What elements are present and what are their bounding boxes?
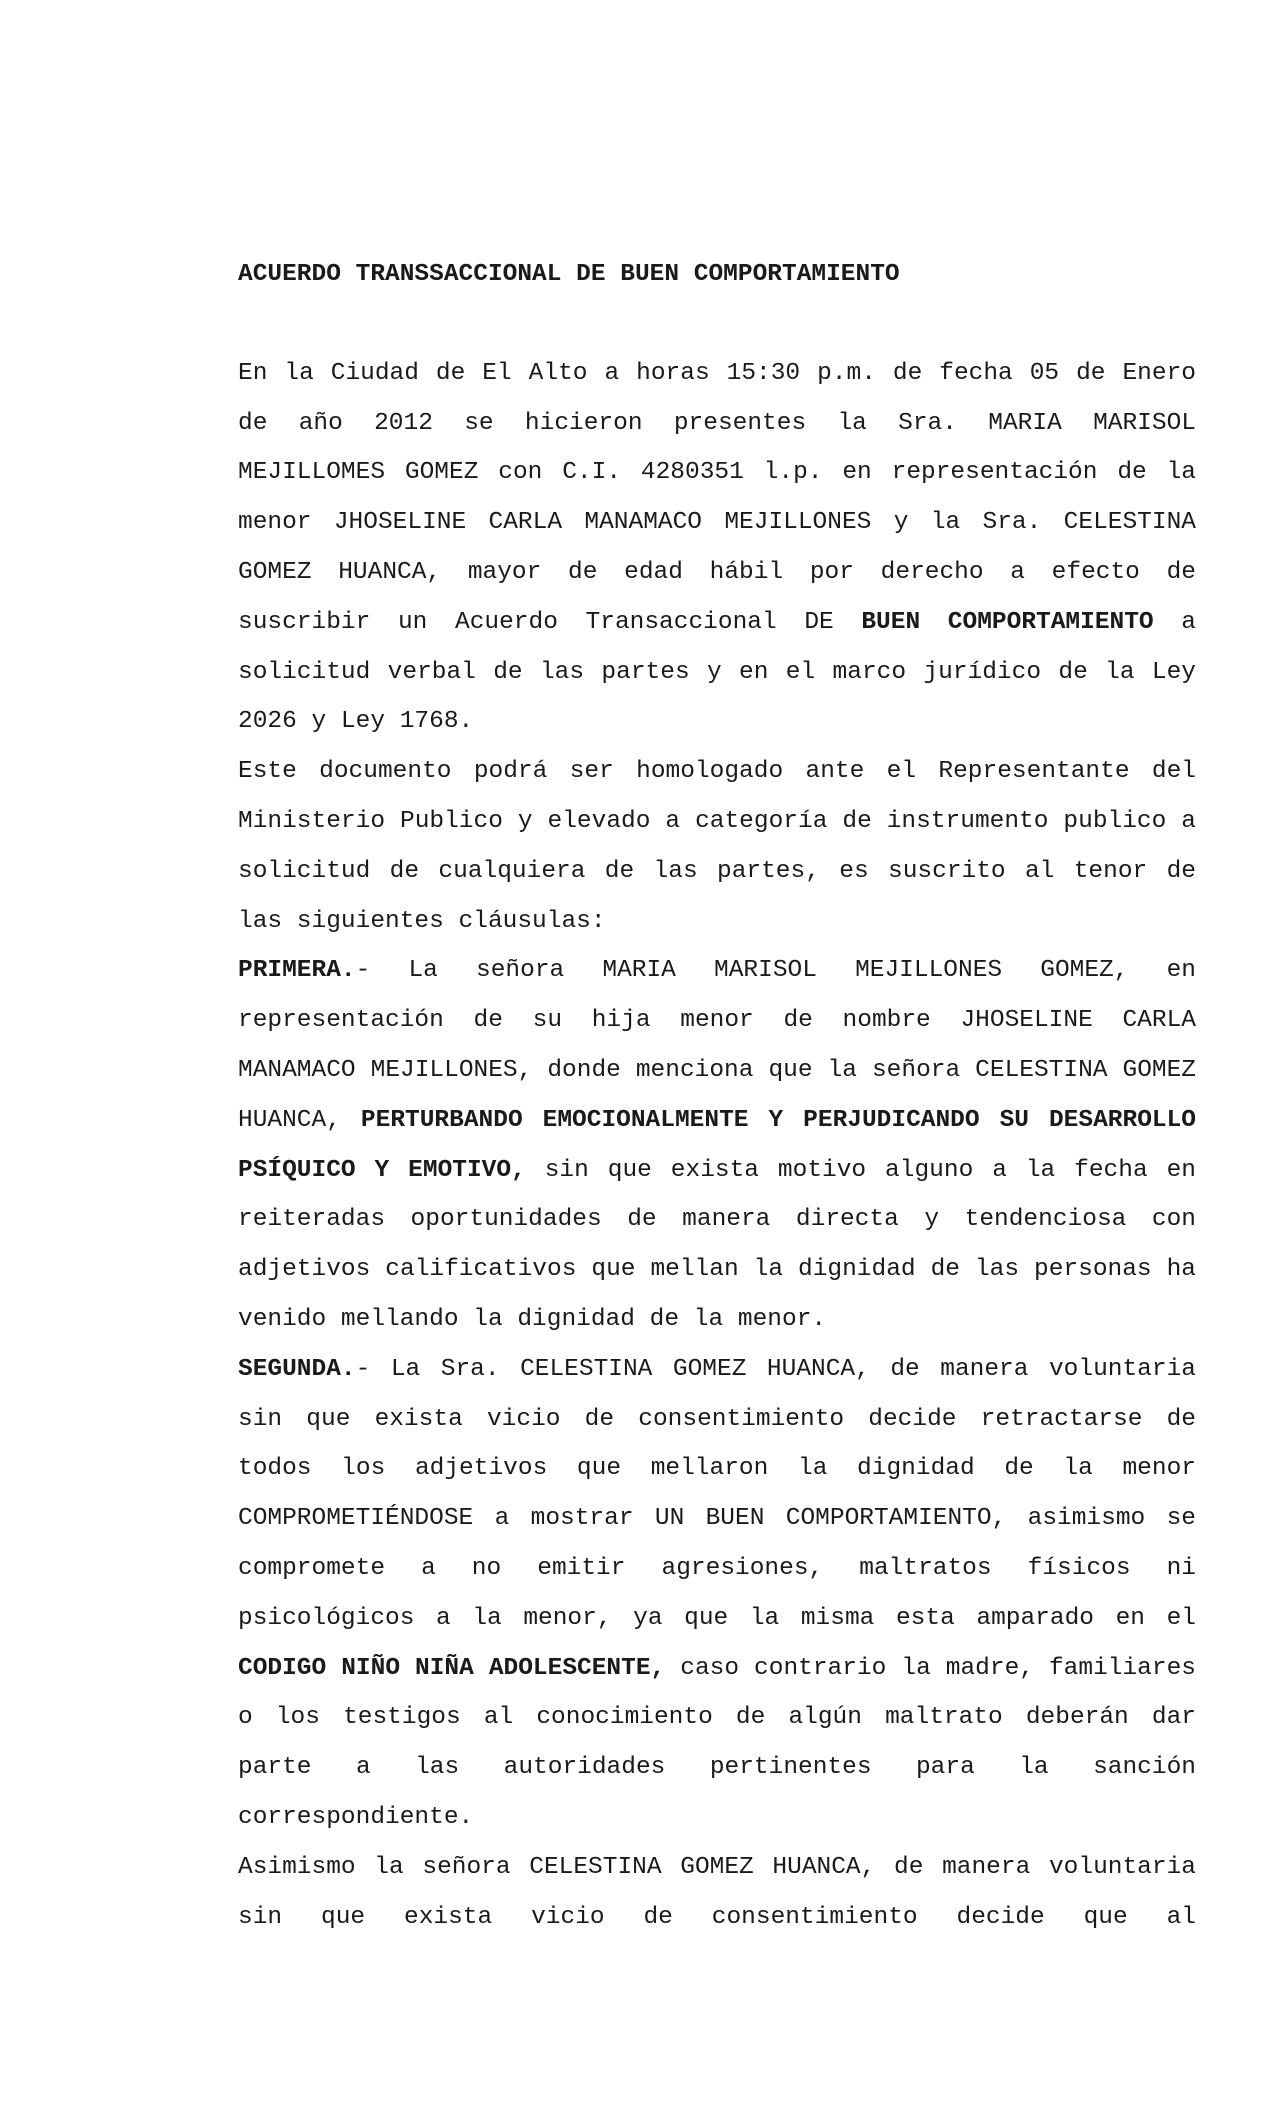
clause-primera-text-start: - La señora MARIA MARISOL MEJILLONES GOMEZ, en representación de su hija menor de nombre JHOSELINE CARLA MANAMACO MEJILLONES, donde menciona que la señora CELESTINA GOMEZ HUANCA, bbox=[238, 957, 1196, 1134]
title-spacer bbox=[238, 300, 1196, 349]
clause-segunda-label: SEGUNDA. bbox=[238, 1355, 356, 1383]
asimismo-paragraph: Asimismo la señora CELESTINA GOMEZ HUANCA, de manera voluntaria sin que exista vicio de consentimiento decide que al bbox=[238, 1853, 1196, 1931]
homologation-paragraph: Este documento podrá ser homologado ante el Representante del Ministerio Publico y elevado a categoría de instrumento publico a solicitud de cualquiera de las partes, es suscrito al tenor de las siguientes cláusulas: bbox=[238, 758, 1196, 935]
intro-text-end: a solicitud verbal de las partes y en el marco jurídico de la Ley 2026 y Ley 1768. bbox=[238, 608, 1196, 736]
intro-paragraph bbox=[238, 349, 1196, 747]
clause-segunda-text-start: - La Sra. CELESTINA GOMEZ HUANCA, de manera voluntaria sin que exista vicio de consentimiento decide retractarse de todos los adjetivos que mellaron la dignidad de la menor COMPROMETIÉNDOSE a mostrar UN BUEN COMPORTAMIENTO, asimismo se compromete a no emitir agresiones, maltratos físicos ni psicológicos a la menor, ya que la misma esta amparado en el bbox=[238, 1355, 1196, 1632]
clause-primera-text-end: sin que exista motivo alguno a la fecha en reiteradas oportunidades de manera directa y tendenciosa con adjetivos calificativos que mellan la dignidad de las personas ha venido mellando la dignidad de la menor. bbox=[238, 1156, 1196, 1333]
clause-primera-label: PRIMERA. bbox=[238, 957, 356, 985]
intro-bold-text: BUEN COMPORTAMIENTO bbox=[861, 608, 1154, 636]
clause-primera bbox=[238, 946, 1196, 1344]
clause-segunda-text-end: caso contrario la madre, familiares o los testigos al conocimiento de algún maltrato deberán dar parte a las autoridades pertinentes para la sanción correspondiente. bbox=[238, 1654, 1196, 1831]
document-title: ACUERDO TRANSSACCIONAL DE BUEN COMPORTAMIENTO bbox=[238, 261, 900, 288]
clause-segunda bbox=[238, 1345, 1196, 1843]
clause-segunda-bold-text: CODIGO NIÑO NIÑA ADOLESCENTE, bbox=[238, 1654, 666, 1682]
intro-text-start: En la Ciudad de El Alto a horas 15:30 p.m. de fecha 05 de Enero de año 2012 se hicieron presentes la Sra. MARIA MARISOL MEJILLOMES GOMEZ con C.I. 4280351 l.p. en representación de la menor JHOSELINE CARLA MANAMACO MEJILLONES y la Sra. CELESTINA GOMEZ HUANCA, mayor de edad hábil por derecho a efecto de suscribir un Acuerdo Transaccional DE bbox=[238, 359, 1196, 636]
document-body bbox=[238, 250, 1196, 1942]
clause-primera-bold-text: PERTURBANDO EMOCIONALMENTE Y PERJUDICANDO SU DESARROLLO PSÍQUICO Y EMOTIVO, bbox=[238, 1106, 1196, 1184]
